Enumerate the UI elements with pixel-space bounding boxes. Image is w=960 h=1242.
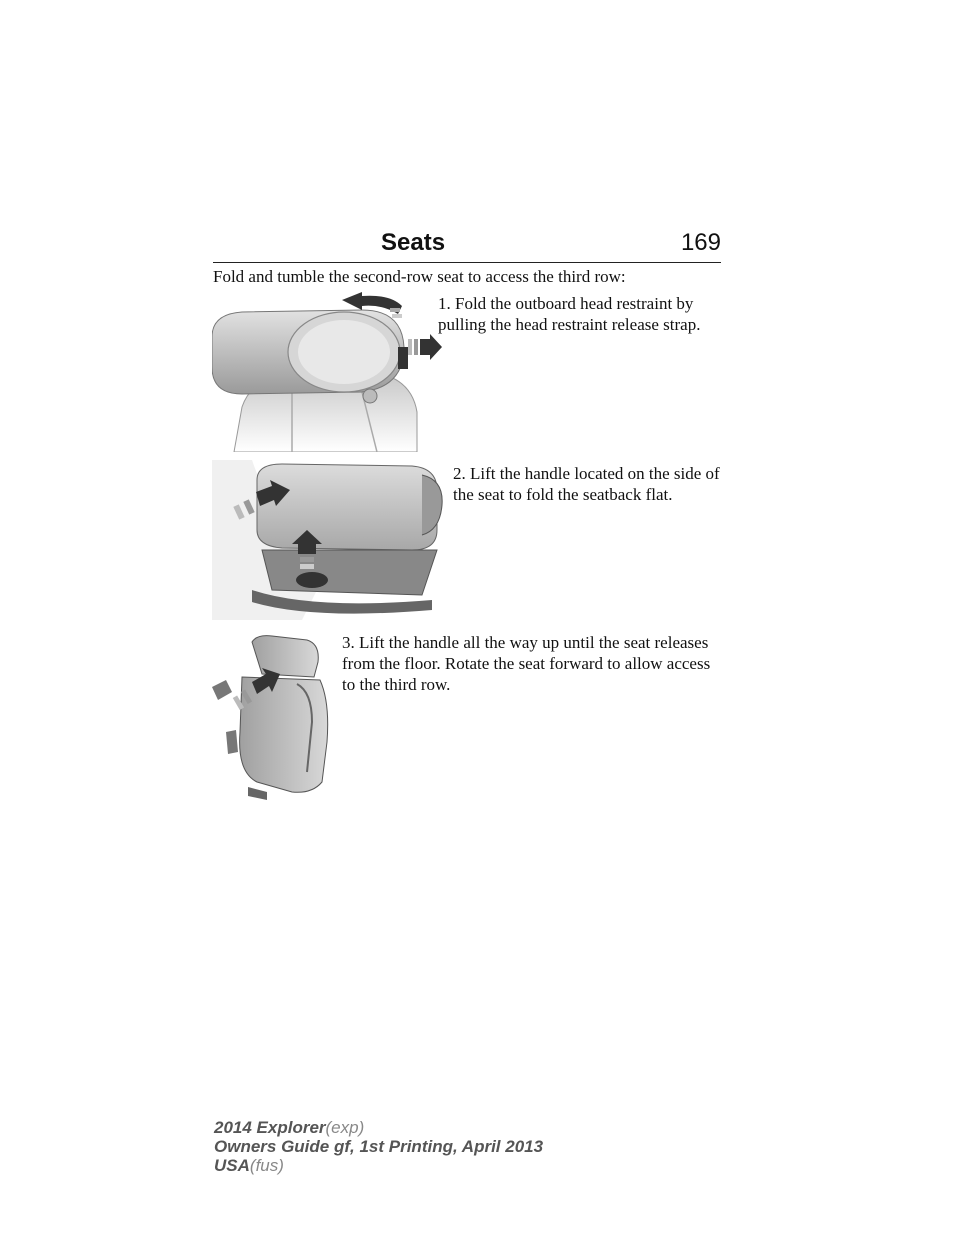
seat-tumble-illustration <box>212 632 337 802</box>
step-1-text: 1. Fold the outboard head restraint by pulling the head restraint release strap. <box>438 294 701 334</box>
head-restraint-fold-illustration <box>212 292 442 452</box>
footer-edition: Owners Guide gf, 1st Printing, April 2013 <box>214 1137 544 1156</box>
seatback-fold-illustration <box>212 460 450 620</box>
footer-model-code: (exp) <box>325 1118 365 1137</box>
arrow-icon <box>408 334 442 360</box>
footer-market-code: (fus) <box>249 1156 284 1175</box>
document-footer <box>214 1118 543 1175</box>
page-header <box>213 228 721 263</box>
footer-model: 2014 Explorer <box>214 1118 326 1137</box>
footer-line-1 <box>214 1118 543 1137</box>
section-title: Seats <box>381 229 446 256</box>
step-2-text: 2. Lift the handle located on the side of the seat to fold the seatback flat. <box>453 464 720 504</box>
footer-line-3 <box>214 1156 543 1175</box>
intro-text: Fold and tumble the second-row seat to access the third row: <box>213 267 626 286</box>
step-3-text: 3. Lift the handle all the way up until the seat releases from the floor. Rotate the seat forward to allow access to the third row. <box>342 633 711 694</box>
footer-line-2 <box>214 1137 543 1156</box>
footer-market: USA <box>214 1156 250 1175</box>
page-number: 169 <box>680 229 721 256</box>
